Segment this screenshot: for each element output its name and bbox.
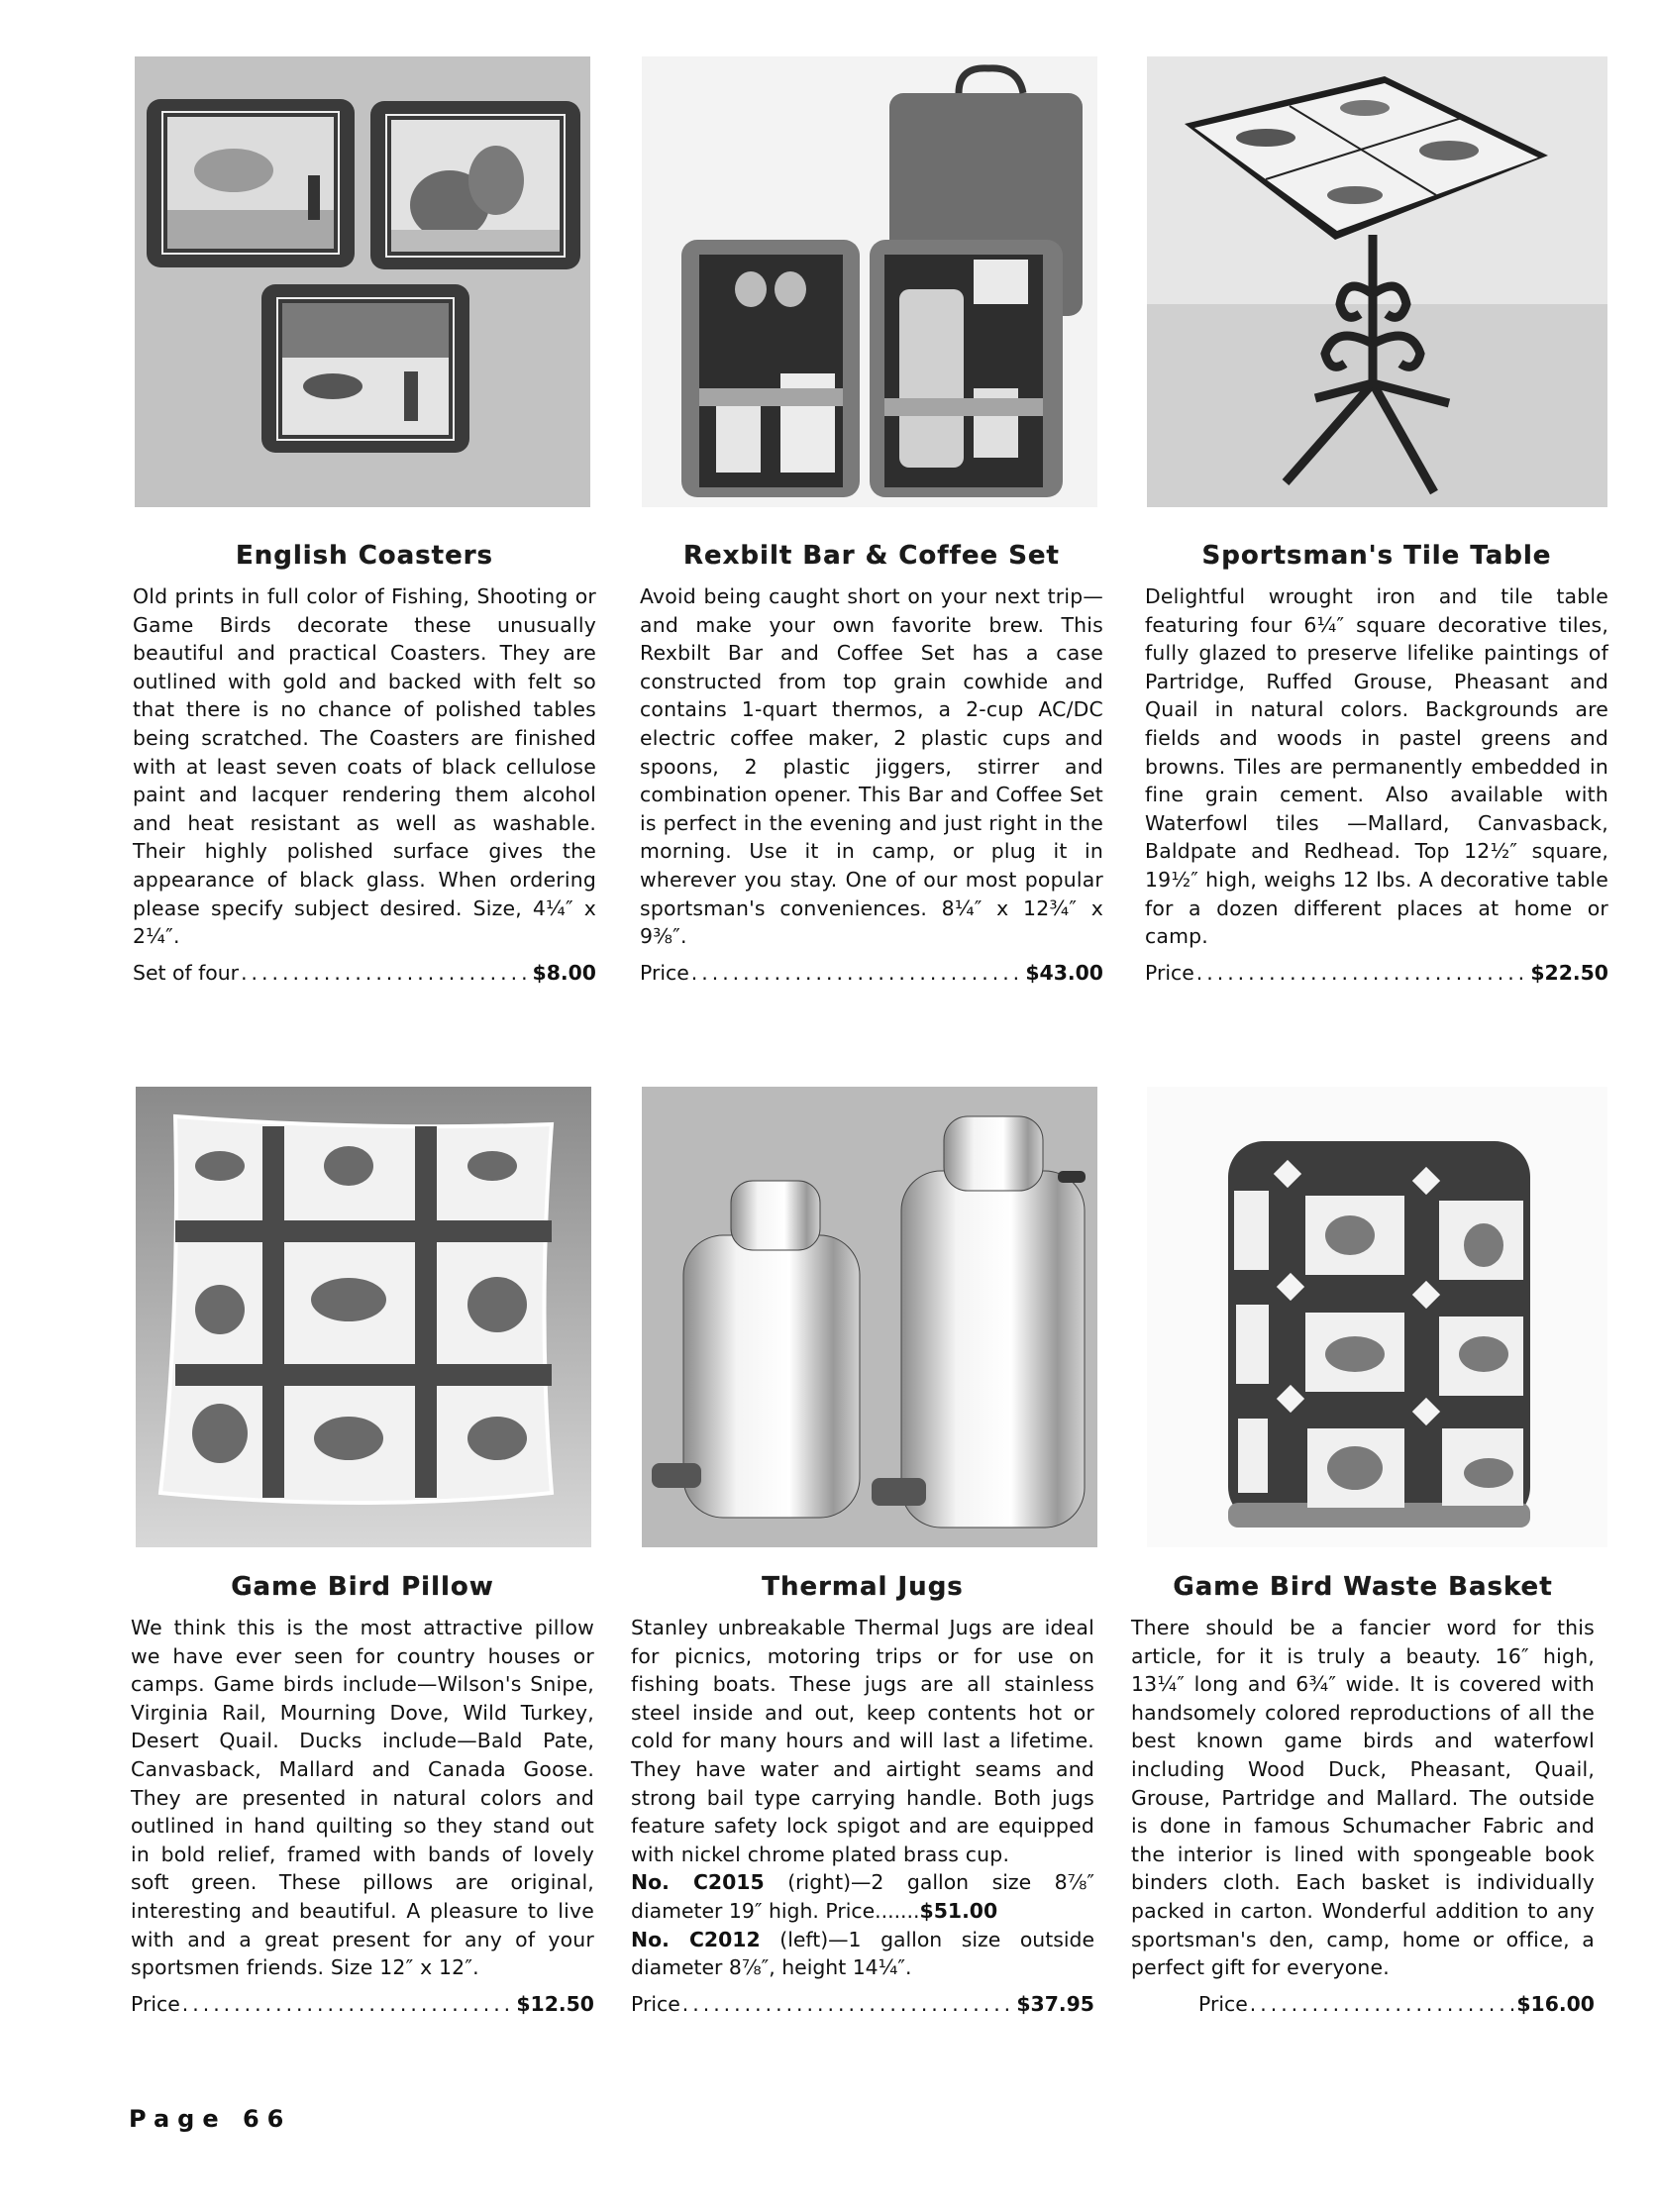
price-row [1145, 961, 1608, 985]
product-rexbilt-bar-coffee-set [640, 541, 1103, 985]
leader-dots [1194, 961, 1531, 985]
large-jug [872, 1116, 1086, 1527]
product-title: Rexbilt Bar & Coffee Set [683, 541, 1060, 571]
model-number: No. C2015 [631, 1870, 765, 1895]
product-description: Stanley unbreakable Thermal Jugs are ideal for picnics, motoring trips or for use on fishing boats. These jugs are all stainless steel inside and out, keep contents hot or cold for many hours and will last a lifetime. They have water and airtight seams and strong bail type carrying handle. Both jugs feature safety lock spigot and are equipped with nickel chrome plated brass cup. [631, 1616, 1094, 1866]
small-jug [652, 1181, 860, 1518]
thermal-jugs-photo [642, 1087, 1097, 1547]
product-title: Game Bird Pillow [231, 1572, 494, 1602]
leader-dots [680, 1992, 1017, 2016]
open-case [681, 240, 1063, 497]
product-description: Avoid being caught short on your next trip—and make your own favorite brew. This Rexbilt Bar and Coffee Set has a case constructed from top grain cowhide and contains 1-quart thermos, a 2-cup AC/DC electric coffee maker, 2 plastic cups and spoons, 2 plastic jiggers, stirrer and combination opener. This Bar and Coffee Set is perfect in the evening and just right in the morning. Use it in camp, or plug it in wherever you stay. One of our most popular sportsman's conveniences. 8¼″ x 12¾″ x 9⅜″. [640, 584, 1103, 949]
page-number: Page 66 [129, 2105, 292, 2133]
price-row [1198, 1992, 1595, 2016]
leader-dots [239, 961, 532, 985]
product-game-bird-pillow [131, 1572, 594, 2016]
price-value: $22.50 [1530, 960, 1608, 985]
leader-dots: ....... [875, 1898, 920, 1923]
product-title: Sportsman's Tile Table [1201, 541, 1552, 571]
model-c2015 [631, 1868, 1094, 1925]
price-label: Price [1198, 1991, 1248, 2016]
product-title: Game Bird Waste Basket [1173, 1572, 1553, 1602]
product-description: Old prints in full color of Fishing, Shooting or Game Birds decorate these unusually beautiful and practical Coasters. They are outlined with gold and backed with felt so that there is no chance of polished tables being scratched. The Coasters are finished with at least seven coats of black cellulose paint and lacquer rendering them alcohol and heat resistant as well as washable. Their highly polished surface gives the appearance of black glass. When ordering please specify subject desired. Size, 4¼″ x 2¼″. [133, 584, 596, 949]
model-price: $51.00 [919, 1898, 998, 1923]
price-label: Set of four [133, 960, 240, 985]
tile-table-photo [1147, 56, 1607, 507]
coaster [261, 284, 469, 453]
price-label: Price [1145, 960, 1194, 985]
model-text: (left)—1 gallon size outside diameter 8⅞″, height 14¼″. [631, 1927, 1095, 1980]
price-label: Price [640, 960, 689, 985]
price-value: $43.00 [1025, 960, 1103, 985]
price-row [631, 1992, 1094, 2016]
price-label: Price [631, 1991, 680, 2016]
leader-dots [1248, 1992, 1517, 2016]
coaster [370, 101, 580, 269]
model-text: (right)—2 gallon size 8⅞″ diameter 19″ high. Price [631, 1870, 1095, 1923]
product-thermal-jugs [631, 1572, 1094, 2016]
product-description: There should be a fancier word for this article, for it is truly a beauty. 16″ high, 13¼″ long and 6¾″ wide. It is covered with handsomely colored reproductions of all the best known game birds and waterfowl including Wood Duck, Pheasant, Quail, Grouse, Partridge and Mallard. The outside is done in famous Schumacher Fabric and the interior is lined with spongeable book binders cloth. Each basket is individually packed in carton. Wonderful addition to any sportsman's den, camp, home or office, a perfect gift for everyone. [1131, 1616, 1595, 1980]
model-c2012 [631, 1926, 1094, 1982]
coasters-photo [135, 56, 590, 507]
waste-basket-photo [1147, 1087, 1607, 1547]
table-top [1185, 76, 1548, 240]
price-row [640, 961, 1103, 985]
product-title: English Coasters [235, 541, 494, 571]
coaster [147, 99, 355, 267]
model-number: No. C2012 [631, 1927, 761, 1951]
price-value: $12.50 [516, 1991, 594, 2016]
price-label: Price [131, 1991, 180, 2016]
product-game-bird-waste-basket [1131, 1572, 1595, 2016]
product-description: We think this is the most attractive pillow we have ever seen for country houses or camps. Game birds include—Wilson's Snipe, Virginia Rail, Mourning Dove, Wild Turkey, Desert Quail. Ducks include—Bald Pate, Canvasback, Mallard and Canada Goose. They are presented in natural colors and outlined in hand quilting so they stand out in bold relief, framed with bands of lovely soft green. These pillows are original, interesting and beautiful. A pleasure to live with and a great present for any of your sportsmen friends. Size 12″ x 12″. [131, 1616, 594, 1980]
price-row [133, 961, 596, 985]
pillow-photo [136, 1087, 591, 1547]
product-title: Thermal Jugs [762, 1572, 964, 1602]
product-description: Delightful wrought iron and tile table featuring four 6¼″ square decorative tiles, fully glazed to preserve lifelike paintings of Partridge, Ruffed Grouse, Pheasant and Quail in natural colors. Backgrounds are fields and woods in pastel greens and browns. Tiles are permanently embedded in fine grain cement. Also available with Waterfowl tiles —Mallard, Canvasback, Baldpate and Redhead. Top 12½″ square, 19½″ high, weighs 12 lbs. A decorative table for a dozen different places at home or camp. [1145, 584, 1608, 949]
price-value: $16.00 [1516, 1991, 1595, 2016]
leader-dots [689, 961, 1026, 985]
bar-coffee-set-photo [642, 56, 1097, 507]
leader-dots [180, 1992, 517, 2016]
price-value: $8.00 [532, 960, 596, 985]
price-row [131, 1992, 594, 2016]
product-sportsmans-tile-table [1145, 541, 1608, 985]
product-english-coasters [133, 541, 596, 985]
price-value: $37.95 [1016, 1991, 1094, 2016]
